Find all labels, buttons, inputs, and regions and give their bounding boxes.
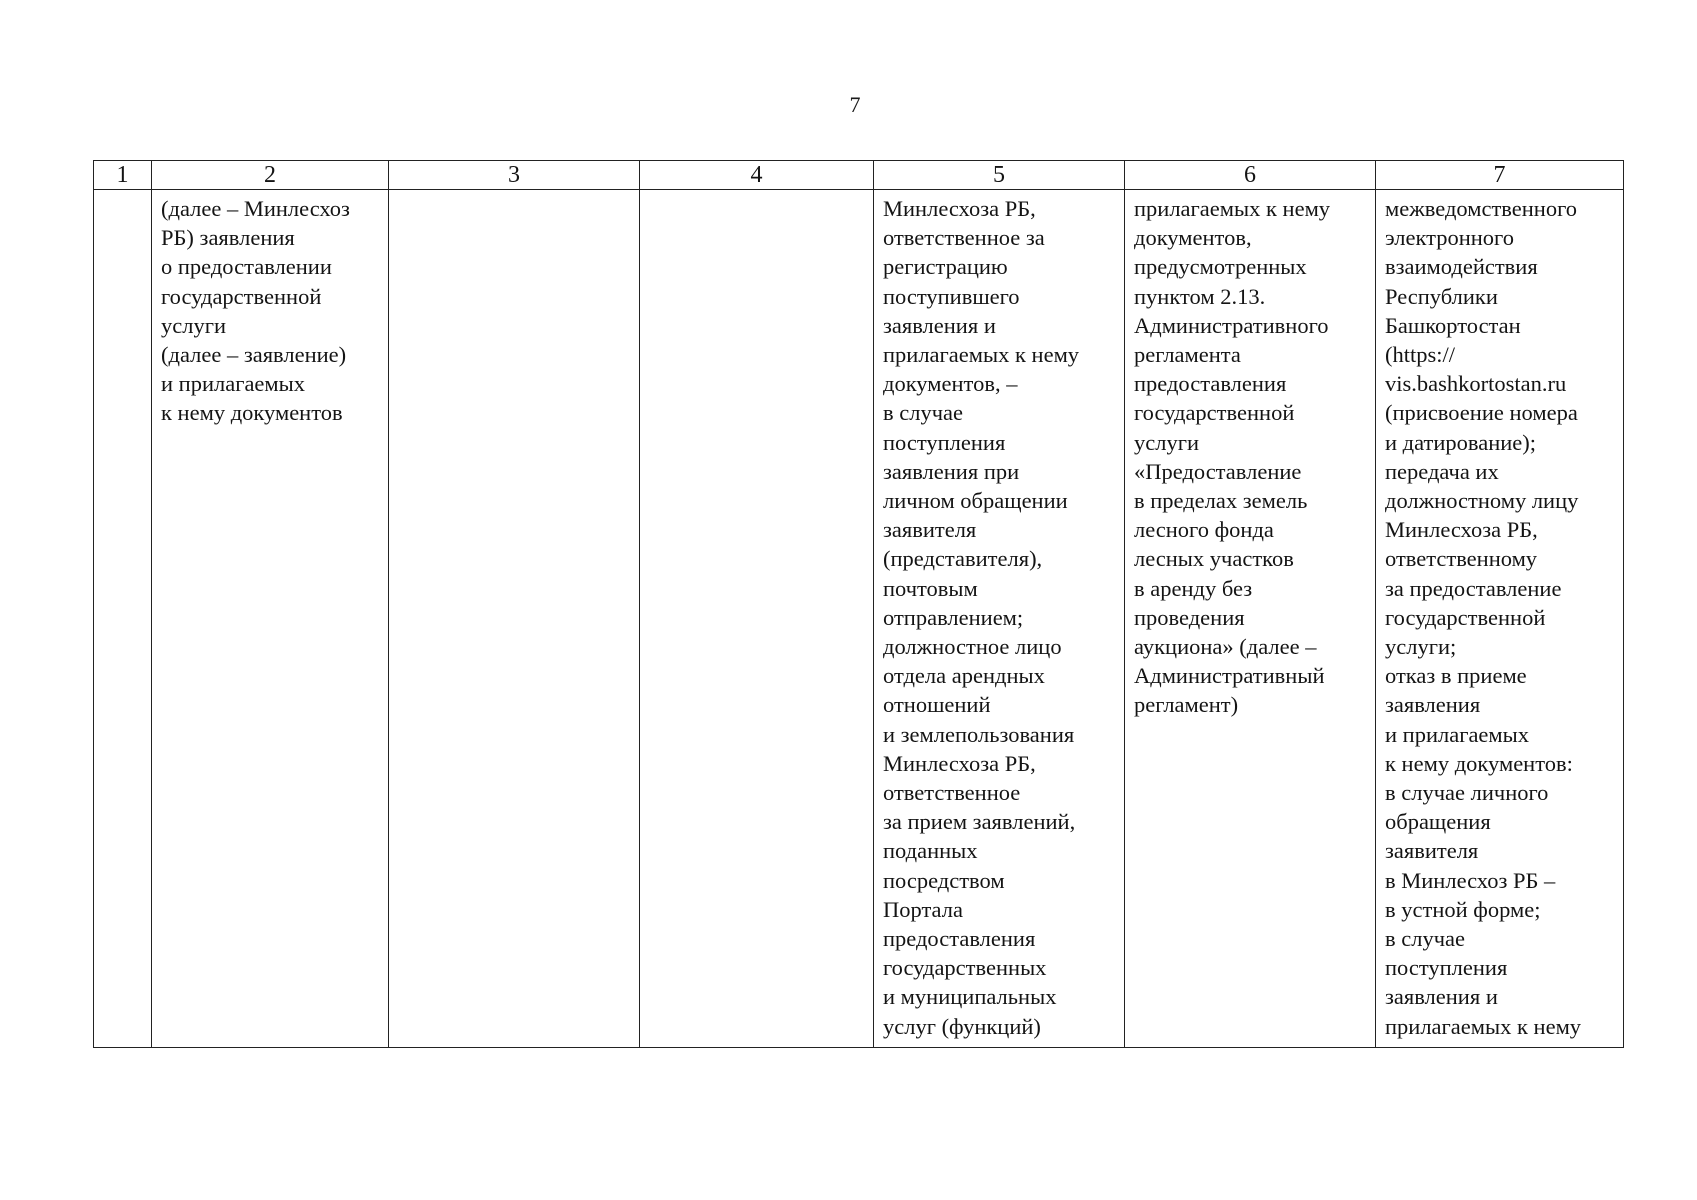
cell-text-line: регламента bbox=[1134, 342, 1241, 368]
cell-text-line: государственной bbox=[161, 283, 322, 309]
cell-text-line: ответственному bbox=[1385, 546, 1538, 572]
cell-text-line: в устной форме; bbox=[1385, 896, 1541, 922]
cell-text-line: и землепользования bbox=[883, 721, 1075, 747]
column-header-2: 2 bbox=[152, 161, 389, 190]
cell-text-line: государственных bbox=[883, 955, 1047, 981]
cell-text-line: и прилагаемых bbox=[1385, 721, 1530, 747]
cell-text-line: Башкортостан bbox=[1385, 312, 1521, 338]
cell-text-line: документов, bbox=[1134, 225, 1252, 251]
cell-text-line: в случае bbox=[1385, 926, 1466, 952]
cell-text-line: отказ в приеме bbox=[1385, 663, 1527, 689]
cell-text-line: поступившего bbox=[883, 283, 1020, 309]
cell-text-line: (https:// bbox=[1385, 342, 1456, 368]
header-row bbox=[94, 161, 1624, 190]
cell-text-line: обращения bbox=[1385, 809, 1491, 835]
cell-text-line: регистрацию bbox=[883, 254, 1008, 280]
cell-text-line: услуги; bbox=[1385, 634, 1457, 660]
cell-text-line: ответственное за bbox=[883, 225, 1045, 251]
cell-col-5 bbox=[874, 190, 1125, 1048]
cell-text-line: отношений bbox=[883, 692, 991, 718]
cell-text-line: отдела арендных bbox=[883, 663, 1045, 689]
cell-col-1 bbox=[94, 190, 152, 1048]
cell-text-line: поступления bbox=[883, 429, 1006, 455]
cell-text-line: заявления bbox=[1385, 692, 1481, 718]
regulation-table bbox=[93, 160, 1624, 1048]
cell-text-line: и прилагаемых bbox=[161, 371, 306, 397]
column-header-3: 3 bbox=[389, 161, 640, 190]
column-header-7: 7 bbox=[1376, 161, 1624, 190]
cell-col-7 bbox=[1376, 190, 1624, 1048]
cell-text-line: лесных участков bbox=[1134, 546, 1294, 572]
cell-text-line: (присвоение номера bbox=[1385, 400, 1578, 426]
cell-text-line: почтовым bbox=[883, 575, 978, 601]
cell-text-line: электронного bbox=[1385, 225, 1514, 251]
column-header-5: 5 bbox=[874, 161, 1125, 190]
cell-text-line: заявления и bbox=[883, 312, 996, 338]
column-header-6: 6 bbox=[1125, 161, 1376, 190]
cell-text-line: в случае bbox=[883, 400, 964, 426]
cell-text-line: документов, – bbox=[883, 371, 1018, 397]
cell-col-2 bbox=[152, 190, 389, 1048]
cell-text-line: посредством bbox=[883, 867, 1005, 893]
cell-text-line: услуги bbox=[1134, 429, 1199, 455]
cell-text-line: пунктом 2.13. bbox=[1134, 283, 1266, 309]
cell-text-line: услуги bbox=[161, 312, 226, 338]
cell-text-line: к нему документов: bbox=[1385, 750, 1573, 776]
cell-text-line: государственной bbox=[1385, 604, 1546, 630]
cell-text-line: РБ) заявления bbox=[161, 225, 295, 251]
cell-text-line: о предоставлении bbox=[161, 254, 332, 280]
cell-text-line: государственной bbox=[1134, 400, 1295, 426]
cell-text-line: Минлесхоза РБ, bbox=[1385, 517, 1538, 543]
cell-text-line: проведения bbox=[1134, 604, 1245, 630]
cell-text-line: прилагаемых к нему bbox=[1385, 1013, 1582, 1039]
cell-text-line: заявления при bbox=[883, 458, 1020, 484]
cell-text-line: заявителя bbox=[883, 517, 977, 543]
cell-text-line: (далее – Минлесхоз bbox=[161, 196, 350, 221]
cell-text-line: vis.bashkortostan.ru bbox=[1385, 371, 1567, 397]
cell-text-line: Портала bbox=[883, 896, 963, 922]
cell-text-line: передача их bbox=[1385, 458, 1499, 484]
cell-text-line: межведомственного bbox=[1385, 196, 1578, 221]
column-header-1: 1 bbox=[94, 161, 152, 190]
table-row bbox=[94, 190, 1624, 1048]
cell-text-line: отправлением; bbox=[883, 604, 1024, 630]
cell-text-line: к нему документов bbox=[161, 400, 343, 426]
cell-text-line: лесного фонда bbox=[1134, 517, 1274, 543]
cell-text-line: аукциона» (далее – bbox=[1134, 634, 1317, 660]
cell-text-line: Республики bbox=[1385, 283, 1498, 309]
cell-text-line: прилагаемых к нему bbox=[883, 342, 1080, 368]
cell-text-line: взаимодействия bbox=[1385, 254, 1538, 280]
cell-text-line: в Минлесхоз РБ – bbox=[1385, 867, 1556, 893]
cell-text-line: заявления и bbox=[1385, 984, 1498, 1010]
cell-text-line: Административного bbox=[1134, 312, 1329, 338]
cell-text-line: Минлесхоза РБ, bbox=[883, 750, 1036, 776]
cell-text-line: поданных bbox=[883, 838, 978, 864]
cell-text-line: Минлесхоза РБ, bbox=[883, 196, 1036, 221]
cell-text-line: предоставления bbox=[1134, 371, 1287, 397]
cell-text-line: предоставления bbox=[883, 926, 1036, 952]
cell-text-line: личном обращении bbox=[883, 488, 1068, 514]
cell-text-line: и муниципальных bbox=[883, 984, 1057, 1010]
cell-text-line: в аренду без bbox=[1134, 575, 1253, 601]
cell-text-line: ответственное bbox=[883, 780, 1021, 806]
cell-text-line: услуг (функций) bbox=[883, 1013, 1041, 1039]
cell-text-line: заявителя bbox=[1385, 838, 1479, 864]
cell-text-line: должностное лицо bbox=[883, 634, 1062, 660]
cell-text-line: поступления bbox=[1385, 955, 1508, 981]
cell-text-line: регламент) bbox=[1134, 692, 1239, 718]
cell-text-line: прилагаемых к нему bbox=[1134, 196, 1331, 221]
cell-col-3 bbox=[389, 190, 640, 1048]
cell-text-line: должностному лицу bbox=[1385, 488, 1579, 514]
cell-text-line: в пределах земель bbox=[1134, 488, 1308, 514]
cell-text-line: (представителя), bbox=[883, 546, 1043, 572]
cell-text-line: Административный bbox=[1134, 663, 1325, 689]
cell-text-line: в случае личного bbox=[1385, 780, 1549, 806]
cell-text-line: (далее – заявление) bbox=[161, 342, 347, 368]
cell-text-line: «Предоставление bbox=[1134, 458, 1302, 484]
column-header-4: 4 bbox=[640, 161, 874, 190]
cell-text-line: за прием заявлений, bbox=[883, 809, 1076, 835]
cell-col-4 bbox=[640, 190, 874, 1048]
cell-text-line: предусмотренных bbox=[1134, 254, 1307, 280]
cell-text-line: за предоставление bbox=[1385, 575, 1562, 601]
cell-text-line: и датирование); bbox=[1385, 429, 1537, 455]
cell-col-6 bbox=[1125, 190, 1376, 1048]
page-number: 7 bbox=[849, 92, 861, 117]
